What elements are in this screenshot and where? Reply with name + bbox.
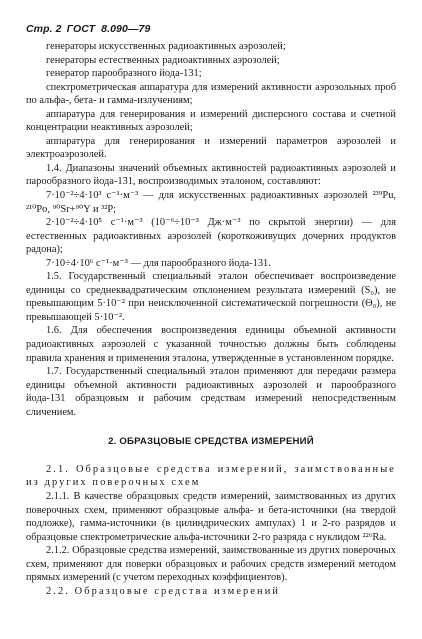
paragraph-1-6: 1.6. Для обеспечения воспроизведения единицы объемной активности радиоактивных аэрозолей с указанной точностью должны быть соблюдены правила хранения и применения эталона, утвержденные в установленном порядке. bbox=[26, 325, 396, 364]
list-item: генераторы искусственных радиоактивных аэрозолей; bbox=[46, 41, 286, 52]
list-item: генератор парообразного йода-131; bbox=[46, 68, 202, 80]
page-number: Стр. 2 bbox=[26, 23, 62, 35]
standard-number: 8.090—79 bbox=[101, 23, 151, 35]
paragraph-1-5: 1.5. Государственный специальный эталон обеспечивает воспроизведение единицы со среднеквадратическим отклонением результата измерений (S₀), не превышающим 5·10⁻² при неисключенной систематической погрешности (Θ₀), не превышающей 5·10⁻². bbox=[26, 271, 396, 323]
list-item: аппаратура для генерирования и измерений параметров аэрозолей и электроаэрозолей. bbox=[26, 135, 396, 161]
range-artificial-aerosols: 7·10⁻²÷4·10³ с⁻¹·м⁻³ — для искусственных радиоактивных аэрозолей ²³⁹Pu, ²¹⁰Po, ⁹⁰Sr+⁹⁰Y и ³²P; bbox=[26, 190, 396, 215]
subsection-2-2: 2.2. Образцовые средства измерений bbox=[46, 585, 281, 597]
range-natural-aerosols: 2·10⁻²÷4·10⁵ с⁻¹·м⁻³ (10⁻⁶÷10⁻³ Дж·м⁻³ по скрытой энергии) — для естественных радиоактивных аэрозолей (короткоживущих дочерних продуктов радона); bbox=[26, 217, 396, 256]
paragraph-2-1-2: 2.1.2. Образцовые средства измерений, заимствованные из других поверочных схем, применяют для поверки образцовых и рабочих средств измерений методом прямых измерений (с учетом переходных коэффициентов). bbox=[26, 545, 396, 584]
subsection-2-1: 2.1. Образцовые средства измерений, заимствованные из других поверочных схем bbox=[26, 463, 396, 489]
gost-label: ГОСТ bbox=[66, 23, 96, 35]
paragraph-1-7: 1.7. Государственный специальный эталон применяют для передачи размера единицы объемной активности радиоактивных аэрозолей и парообразного йода-131 образцовым и рабочим средствам измерений непосредственным сличением. bbox=[26, 366, 396, 418]
list-item: генераторы естественных радиоактивных аэрозолей; bbox=[46, 54, 280, 66]
paragraph-1-4: 1.4. Диапазоны значений объемных активностей радиоактивных аэрозолей и парообразного йода-131, воспроизводимых эталоном, составляют: bbox=[26, 162, 396, 188]
range-iodine: 7·10÷4·10⁶ с⁻¹·м⁻³ — для парообразного йода-131. bbox=[46, 257, 271, 269]
list-item: спектрометрическая аппаратура для измерений активности аэрозольных проб по альфа-, бета- и гамма-излучениям; bbox=[26, 81, 396, 107]
paragraph-2-1-1: 2.1.1. В качестве образцовых средств измерений, заимствованных из других поверочных схем, применяют образцовые альфа- и бета-источники (на твердой подложке), гамма-источники (в цилиндрических ампулах) 1 и 2-го разрядов и образцовые спектрометрические альфа-источники 2-го разряда с нуклидом ²²⁶Ra. bbox=[26, 490, 396, 543]
list-item: аппаратура для генерирования и измерений дисперсного состава и счетной концентрации неактивных аэрозолей; bbox=[26, 108, 396, 134]
page-header bbox=[26, 23, 155, 37]
section-title: 2. ОБРАЗЦОВЫЕ СРЕДСТВА ИЗМЕРЕНИЙ bbox=[108, 436, 314, 448]
